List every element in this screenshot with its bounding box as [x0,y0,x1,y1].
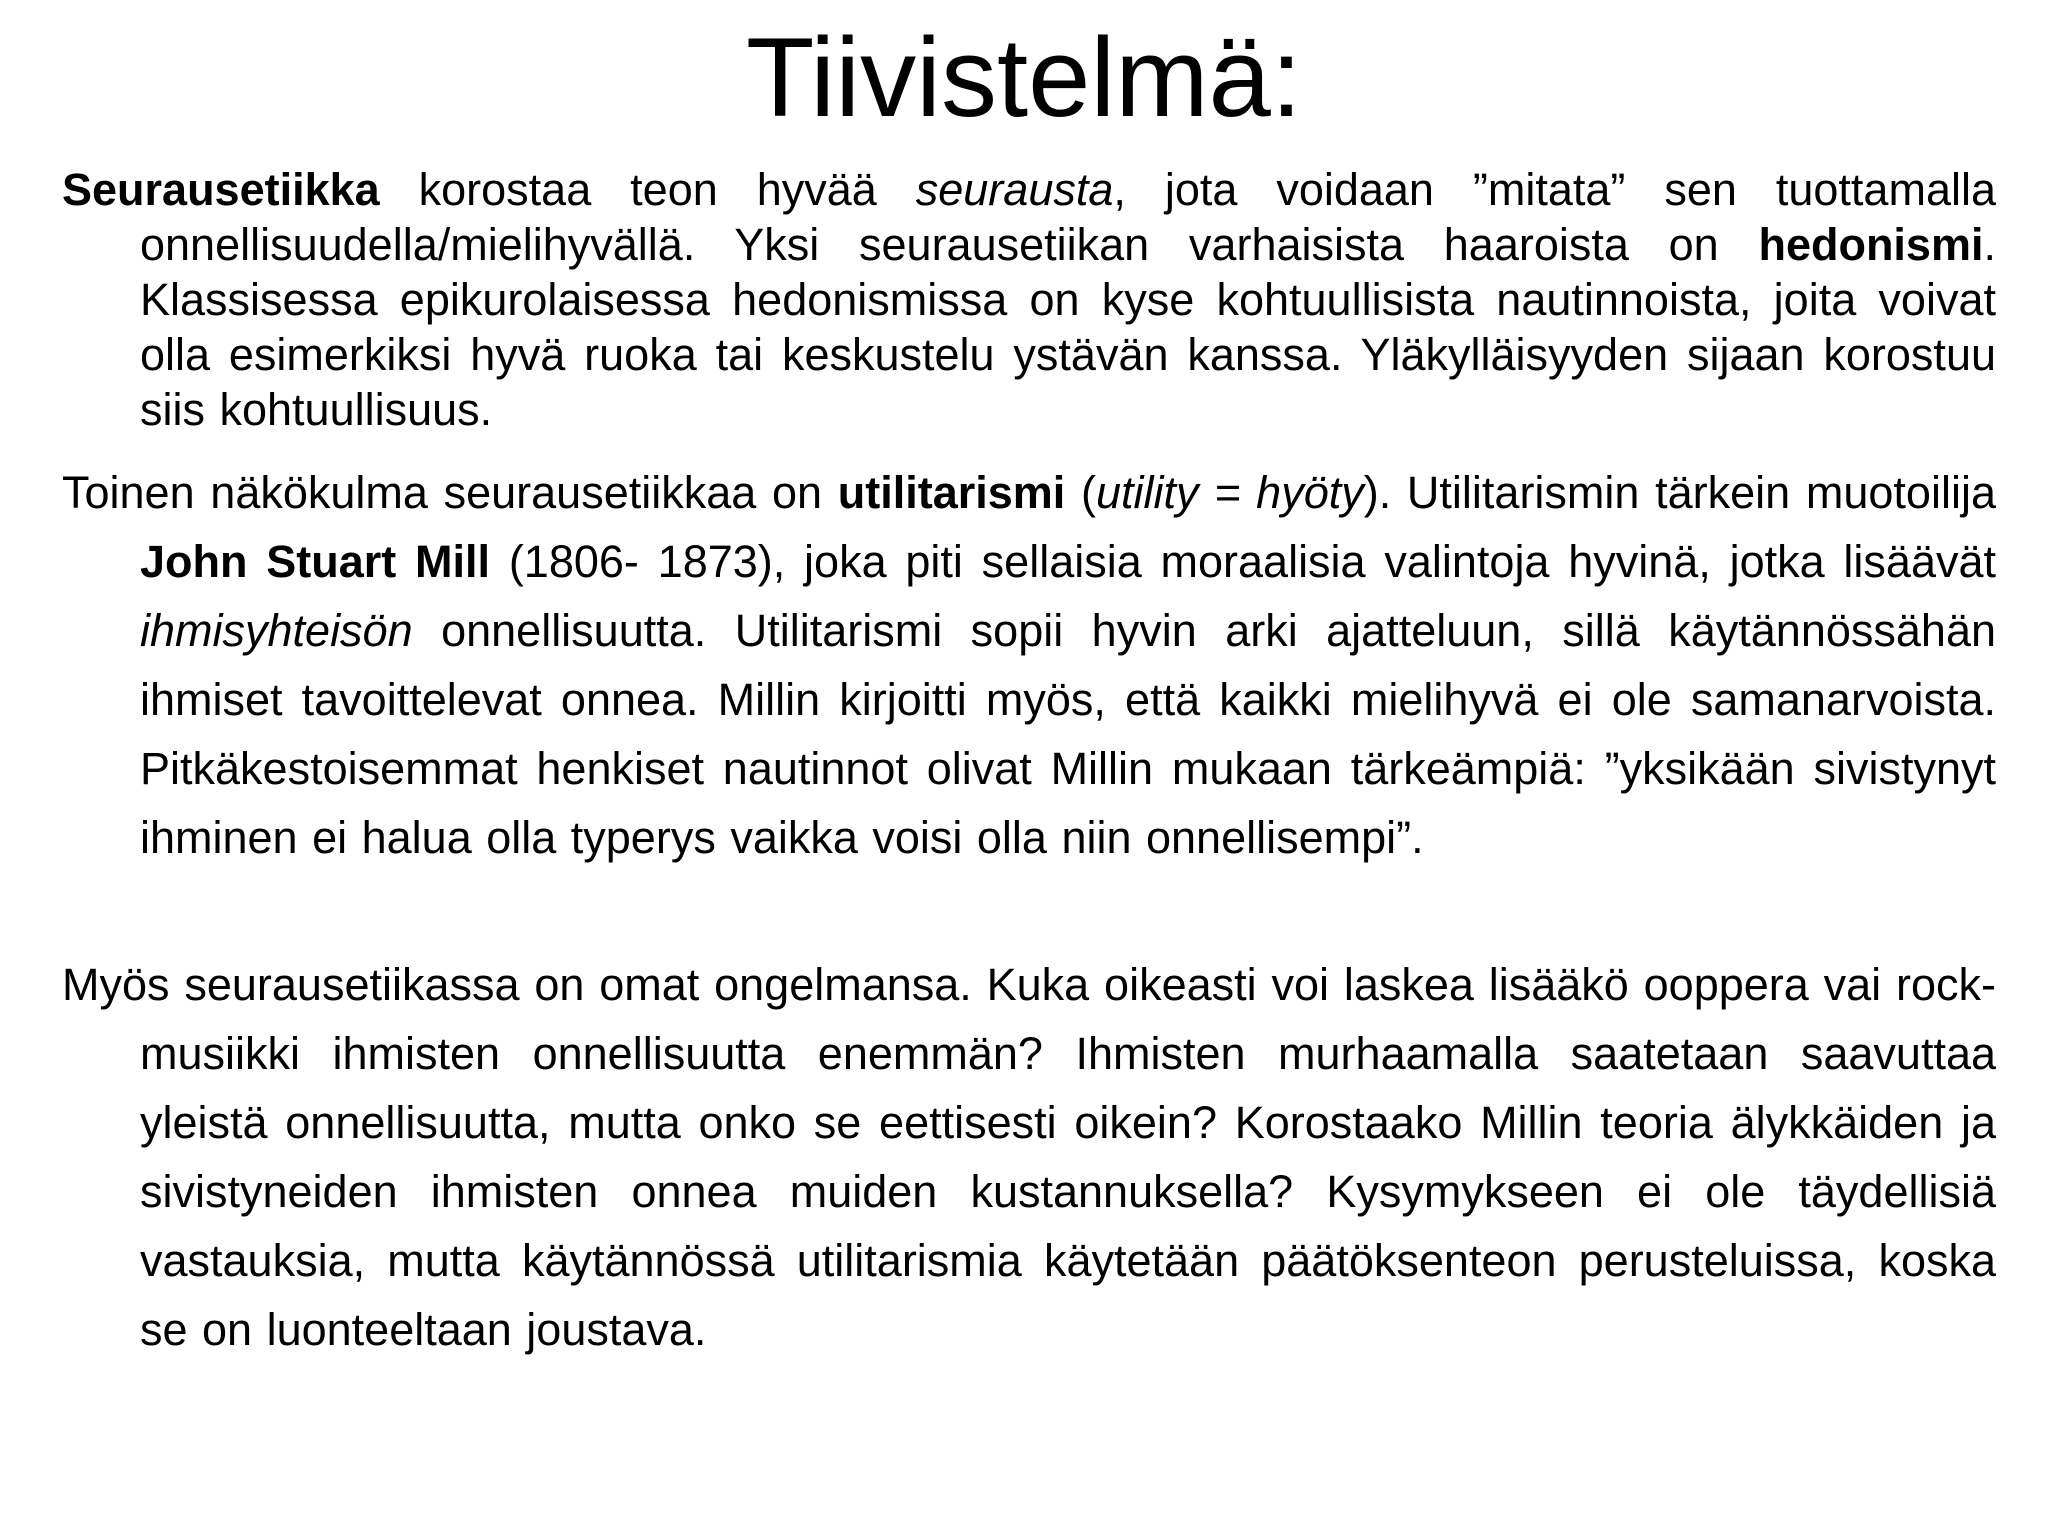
paragraph-text [62,950,1996,1364]
paragraph-text [62,162,1996,437]
paragraph-ongelmat [62,950,1996,1364]
emphasis-ihmisyhteison: ihmisyhteisön [140,605,413,656]
text-segment: onnellisuutta. Utilitarismi sopii hyvin arki ajatteluun, sillä käytännössähän ihmiset tavoittelevat onnea. Millin kirjoitti myös, että kaikki mielihyvä ei ole samanarvoista. Pitkäkestoisemmat henkiset nautinnot olivat Millin mukaan tärkeämpiä: ”yksikään sivistynyt ihminen ei halua olla typerys vaikka voisi olla niin onnellisempi”. [140,605,1996,863]
term-hedonismi: hedonismi [1758,219,1984,270]
text-segment: Myös seurausetiikassa on omat ongelmansa. Kuka oikeasti voi laskea lisääkö ooppera vai rock-musiikki ihmisten onnellisuutta enemmän? Ihmisten murhaamalla saatetaan saavuttaa yleistä onnellisuutta, mutta onko se eettisesti oikein? Korostaako Millin teoria älykkäiden ja sivistyneiden ihmisten onnea muiden kustannuksella? Kysymykseen ei ole täydellisiä vastauksia, mutta käytännössä utilitarismia käytetään päätöksenteon perusteluissa, koska se on luonteeltaan joustava. [62,959,1996,1355]
paragraph-utilitarismi [62,458,1996,872]
term-seurausetiikka: Seurausetiikka [62,164,380,215]
text-segment: Toinen näkökulma seurausetiikkaa on [62,467,838,518]
name-john-stuart-mill: John Stuart Mill [140,536,491,587]
text-segment: ). Utilitarismin tärkein muotoilija [1363,467,1996,518]
paragraph-text [62,458,1996,872]
text-segment: korostaa teon hyvää [379,164,916,215]
slide-title: Tiivistelmä: [746,15,1302,140]
term-utilitarismi: utilitarismi [837,467,1066,518]
text-segment: , jota voidaan ”mitata” sen tuottamalla onnellisuudella/mielihyvällä. Yksi seurausetiikan varhaisista haaroista on [140,164,1996,270]
text-segment: (1806- 1873), joka piti sellaisia moraalisia valintoja hyvinä, jotka lisäävät [490,536,1996,587]
emphasis-seurausta: seurausta [915,164,1114,215]
text-segment: . Klassisessa epikurolaisessa hedonismissa on kyse kohtuullisista nautinnoista, joita voivat olla esimerkiksi hyvä ruoka tai keskustelu ystävän kanssa. Yläkylläisyyden sijaan korostuu siis kohtuullisuus. [140,219,1996,435]
text-segment: ( [1065,467,1096,518]
emphasis-utility: utility = hyöty [1095,467,1364,518]
paragraph-seurausetiikka [62,162,1996,437]
